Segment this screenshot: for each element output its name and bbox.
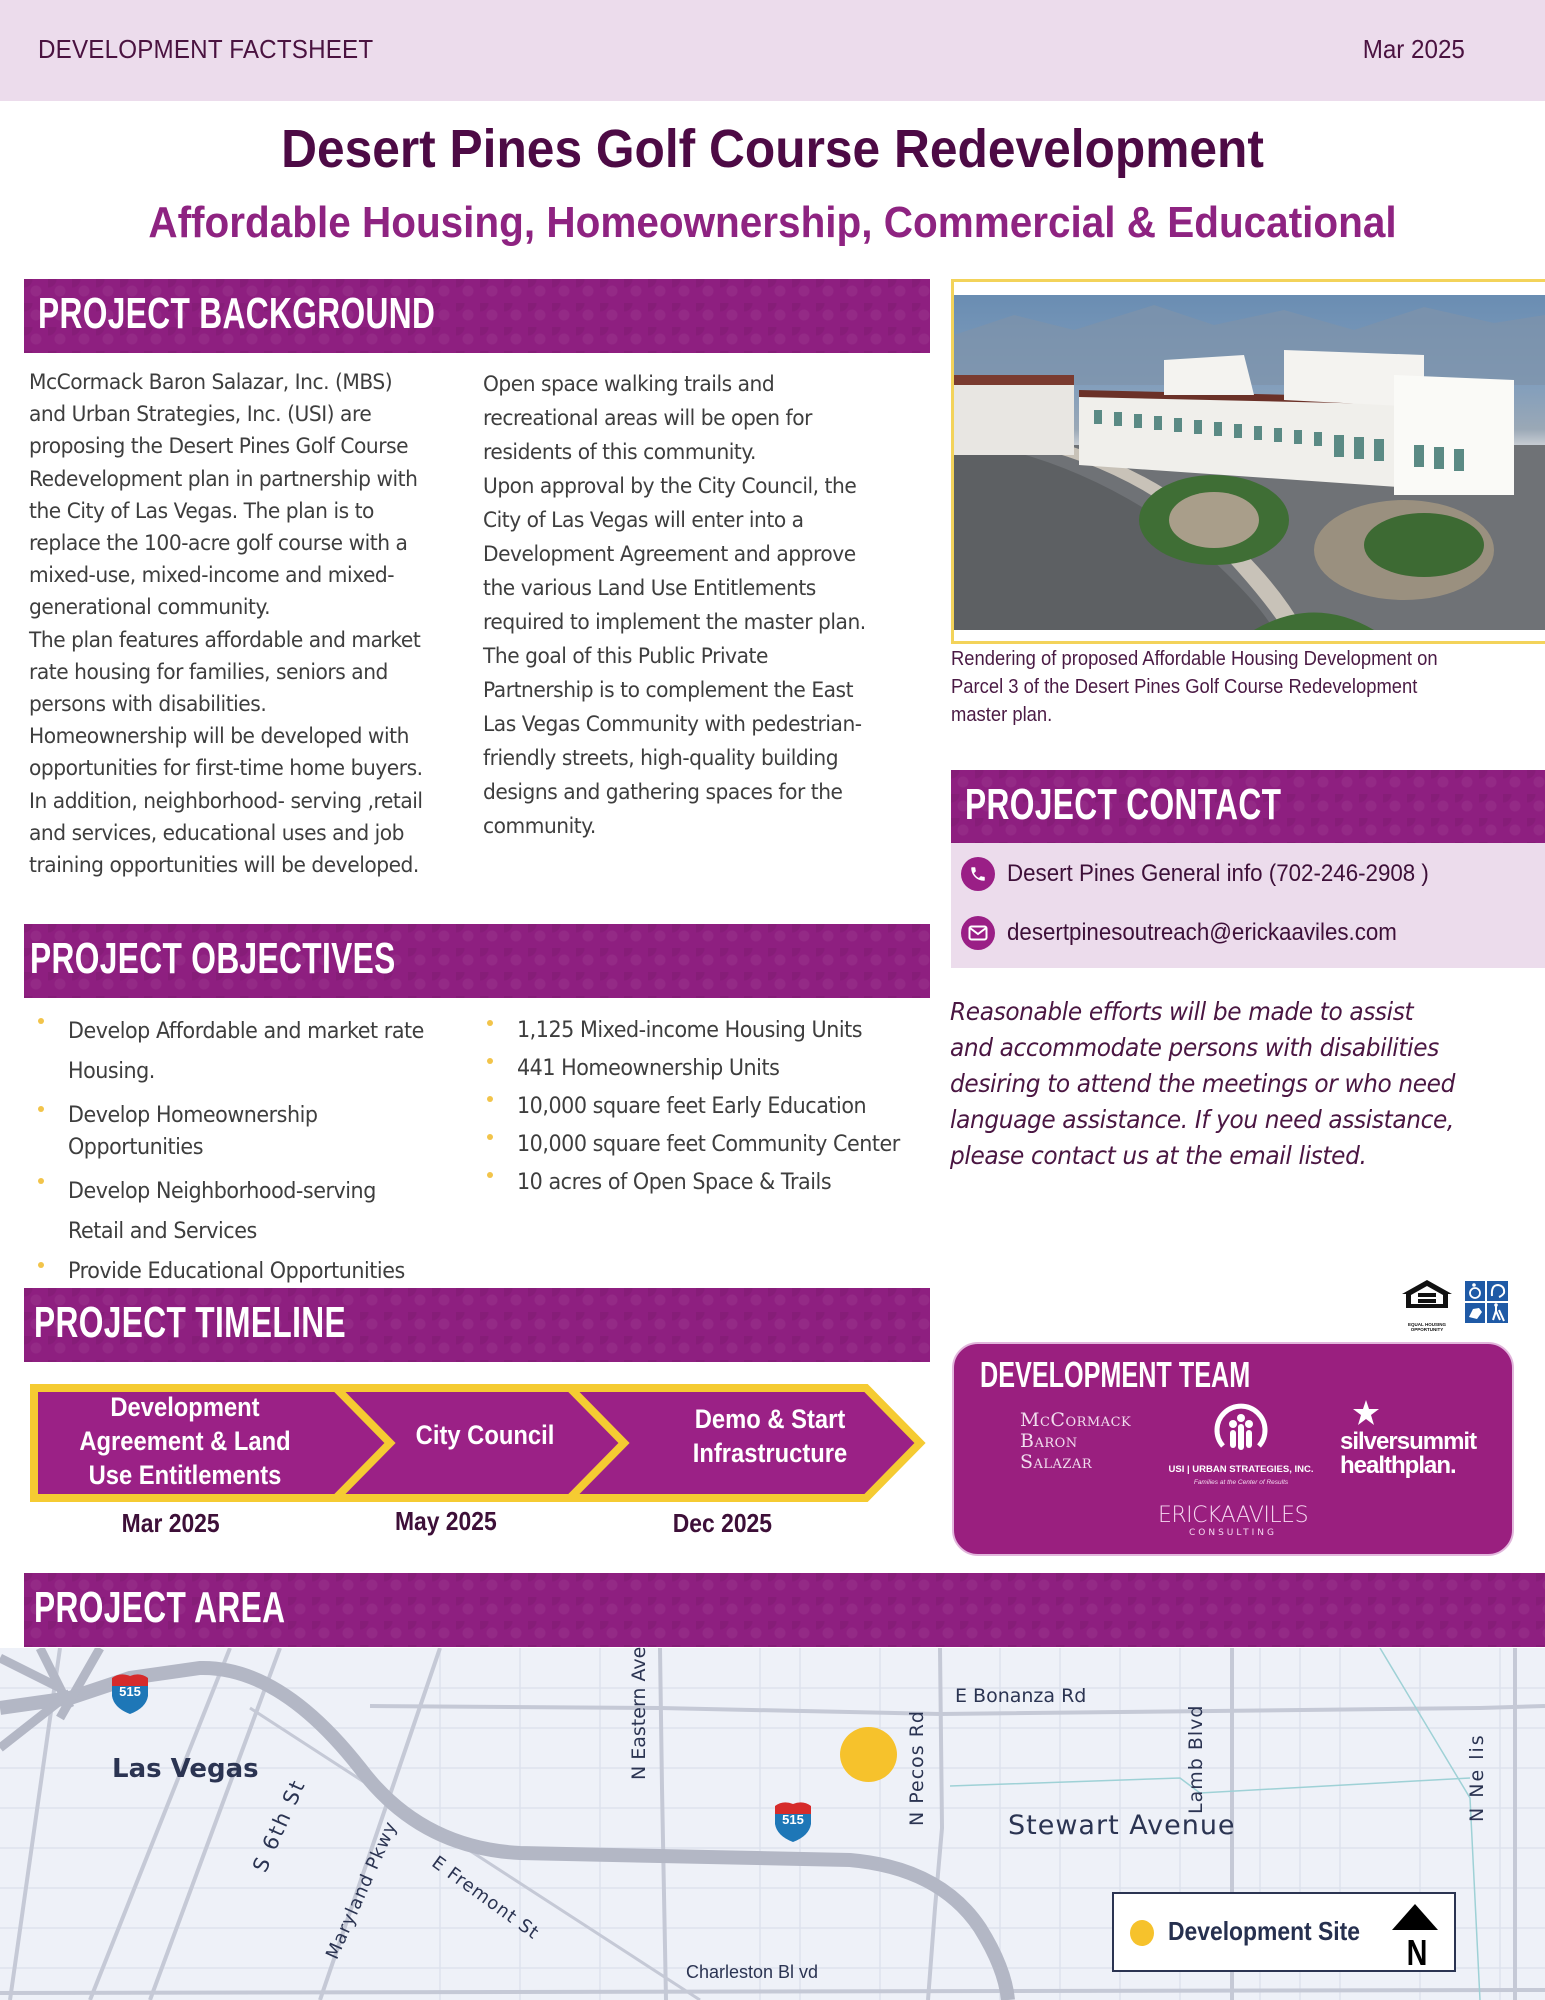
- background-col1-line: mixed-use, mixed-income and mixed-: [29, 563, 395, 589]
- bullet-icon: [38, 1018, 44, 1024]
- contact-email-link[interactable]: desertpinesoutreach@erickaaviles.com: [1007, 919, 1397, 946]
- timeline-step-3-date: Dec 2025: [672, 1508, 772, 1538]
- section-title: PROJECT AREA: [34, 1583, 286, 1632]
- bonanza-road: [370, 1706, 1545, 1714]
- bullet-icon: [38, 1178, 44, 1184]
- contact-email[interactable]: [961, 916, 1426, 950]
- objective-text: Develop Neighborhood-serving: [68, 1179, 376, 1204]
- bullet-icon: [487, 1096, 493, 1102]
- objective-metric-text: 441 Homeownership Units: [517, 1056, 780, 1081]
- contact-phone-text: Desert Pines General info (702-246-2908 ): [1007, 860, 1429, 887]
- envelope-icon: [961, 916, 995, 950]
- accessibility-notice: [950, 994, 1493, 1174]
- mbs-logo: McCormack Baron Salazar: [1020, 1409, 1132, 1473]
- objective-metric-text: 10,000 square feet Community Center: [517, 1132, 900, 1157]
- map-label-charleston: Charleston Bl vd: [686, 1962, 819, 1982]
- notice-line: and accommodate persons with disabilities: [950, 1033, 1439, 1062]
- usi-name: USI | URBAN STRATEGIES, INC.: [1168, 1464, 1314, 1475]
- caption-line: Parcel 3 of the Desert Pines Golf Course Redevelopment: [951, 676, 1418, 698]
- timeline-step-3-label: Demo & Start Infrastructure: [692, 1404, 848, 1468]
- map-label-sixth: S 6th St: [248, 1775, 311, 1876]
- eho-text-1: EQUAL HOUSING: [1408, 1322, 1446, 1327]
- background-col2-line: City of Las Vegas will enter into a: [483, 508, 804, 533]
- notice-line: desiring to attend the meetings or who need: [950, 1069, 1455, 1098]
- objective-metric-text: 10,000 square feet Early Education: [517, 1094, 867, 1119]
- legend-label: Development Site: [1168, 1916, 1360, 1946]
- interstate-shield-icon: [110, 1672, 150, 1714]
- objective-metric-item: [479, 1050, 924, 1088]
- background-col1-line: proposing the Desert Pines Golf Course: [29, 434, 409, 460]
- document-type-label: DEVELOPMENT FACTSHEET: [38, 34, 374, 64]
- ericka-aviles-logo: [1158, 1504, 1308, 1538]
- objective-metric-item: [479, 1126, 924, 1164]
- silversummit-text: silversummit: [1340, 1428, 1477, 1455]
- background-col1-line: and Urban Strategies, Inc. (USI) are: [29, 402, 372, 428]
- map-legend: [1112, 1892, 1456, 1972]
- map-label-bonanza: E Bonanza Rd: [955, 1685, 1087, 1707]
- objective-text: Develop Homeownership: [68, 1103, 318, 1128]
- equal-housing-icon: [1400, 1278, 1454, 1332]
- background-col1-line: rate housing for families, seniors and: [29, 659, 388, 685]
- pecos-road: [928, 1648, 942, 2000]
- bullet-icon: [487, 1020, 493, 1026]
- objective-item: [30, 1100, 447, 1164]
- background-col2-line: recreational areas will be open for: [483, 406, 812, 431]
- north-arrow-icon: [1390, 1902, 1440, 1932]
- contact-phone[interactable]: [961, 857, 1461, 891]
- svg-text:515: 515: [119, 1684, 141, 1699]
- development-site-marker[interactable]: [840, 1727, 897, 1782]
- caption-line: Rendering of proposed Affordable Housing Development on: [951, 648, 1438, 670]
- section-header-background: [24, 279, 930, 353]
- background-text-col1: [29, 367, 448, 882]
- background-col1-line: opportunities for first-time home buyers.: [29, 756, 423, 782]
- background-col1-line: generational community.: [29, 595, 271, 621]
- interstate-shield-icon: [773, 1800, 813, 1842]
- map-label-eastern: N Eastern Ave: [628, 1646, 650, 1780]
- objectives-list-left: [30, 1012, 447, 1288]
- eastern-avenue: [660, 1648, 666, 2000]
- phone-icon: [961, 857, 995, 891]
- caption-line: master plan.: [951, 704, 1053, 726]
- silversummit-logo: [1340, 1400, 1476, 1478]
- section-header-area: [24, 1573, 1545, 1647]
- background-col2-line: Upon approval by the City Council, the: [483, 474, 857, 499]
- background-col2-line: the various Land Use Entitlements: [483, 576, 816, 601]
- charleston-road: [0, 1990, 1545, 1993]
- notice-line: please contact us at the email listed.: [950, 1141, 1367, 1170]
- objective-text: Provide Educational Opportunities: [68, 1259, 405, 1284]
- accessibility-icons: [1465, 1281, 1508, 1323]
- usi-logo: [1166, 1402, 1316, 1486]
- development-team-box: [952, 1342, 1514, 1556]
- objective-item: [30, 1012, 447, 1092]
- background-col1-line: McCormack Baron Salazar, Inc. (MBS): [29, 370, 393, 395]
- svg-text:515: 515: [782, 1812, 804, 1827]
- bullet-icon: [38, 1106, 44, 1112]
- background-col1-line: persons with disabilities.: [29, 692, 267, 718]
- map-label-las-vegas: Las Vegas: [112, 1754, 259, 1784]
- header-bar: [0, 0, 1545, 101]
- map-label-lamb: Lamb Blvd: [1185, 1704, 1207, 1814]
- rendering-image: [954, 295, 1545, 630]
- objective-text: Retail and Services: [68, 1219, 257, 1244]
- bullet-icon: [487, 1172, 493, 1178]
- usi-tagline: Families at the Center of Results: [1193, 1479, 1289, 1486]
- section-header-timeline: [24, 1288, 930, 1362]
- timeline-step-1-label: Development Agreement & Land Use Entitlements: [79, 1392, 291, 1490]
- page-title: Desert Pines Golf Course Redevelopment: [281, 119, 1264, 179]
- timeline-step-1-date: Mar 2025: [121, 1508, 220, 1538]
- consulting-text: CONSULTING: [1188, 1528, 1278, 1538]
- document-date: Mar 2025: [1362, 34, 1465, 64]
- background-col2-line: community.: [483, 814, 596, 839]
- section-title: PROJECT CONTACT: [965, 780, 1282, 829]
- background-col2-line: residents of this community.: [483, 440, 756, 465]
- map-label-pecos: N Pecos Rd: [906, 1710, 928, 1826]
- section-header-contact: [951, 770, 1545, 844]
- objective-metric-text: 1,125 Mixed-income Housing Units: [517, 1018, 863, 1043]
- map-label-stewart: Stewart Avenue: [1008, 1810, 1236, 1841]
- objective-item: [30, 1256, 447, 1288]
- background-col2-line: Development Agreement and approve: [483, 542, 856, 567]
- healthplan-text: healthplan.: [1340, 1452, 1456, 1479]
- ericka-aviles-text: ERICKAAVILES: [1158, 1503, 1309, 1528]
- background-col2-line: Las Vegas Community with pedestrian-: [483, 712, 862, 737]
- notice-line: language assistance. If you need assistance,: [950, 1105, 1454, 1134]
- section-title: PROJECT TIMELINE: [34, 1298, 347, 1347]
- section-header-objectives: [24, 924, 930, 998]
- background-text-col2: [483, 368, 890, 844]
- development-site-legend-dot: [1130, 1920, 1154, 1946]
- eho-text-2: OPPORTUNITY: [1410, 1327, 1444, 1332]
- objective-metric-item: [479, 1088, 924, 1126]
- background-col1-line: In addition, neighborhood- serving ,retail: [29, 788, 423, 814]
- interstate-515: [0, 1668, 1008, 2000]
- section-title: PROJECT OBJECTIVES: [30, 934, 396, 983]
- background-col2-line: friendly streets, high-quality building: [483, 746, 839, 771]
- objective-metric-text: 10 acres of Open Space & Trails: [517, 1170, 832, 1195]
- objectives-list-right: [479, 1012, 924, 1202]
- notice-line: Reasonable efforts will be made to assist: [950, 997, 1414, 1026]
- bullet-icon: [487, 1058, 493, 1064]
- north-label: N: [1406, 1932, 1428, 1973]
- map-label-maryland: Maryland Pkwy: [322, 1818, 402, 1963]
- background-col1-line: Redevelopment plan in partnership with: [29, 466, 418, 492]
- background-col2-line: designs and gathering spaces for the: [483, 780, 843, 805]
- team-title: DEVELOPMENT TEAM: [980, 1354, 1251, 1395]
- background-col1-line: Homeownership will be developed with: [29, 724, 409, 750]
- background-col2-line: The goal of this Public Private: [483, 644, 768, 669]
- usi-emblem-icon: [1213, 1402, 1269, 1458]
- sixth-street: [150, 1648, 280, 2000]
- section-title: PROJECT BACKGROUND: [38, 289, 436, 338]
- background-col1-line: training opportunities will be developed.: [29, 853, 419, 879]
- objective-text: Opportunities: [68, 1135, 204, 1160]
- star-icon: [1352, 1400, 1380, 1426]
- background-col2-line: Partnership is to complement the East: [483, 678, 854, 703]
- background-col1-line: The plan features affordable and market: [29, 627, 421, 653]
- background-col2-line: required to implement the master plan.: [483, 610, 866, 635]
- background-col1-line: replace the 100-acre golf course with a: [29, 531, 408, 557]
- objective-text: Develop Affordable and market rate: [68, 1019, 424, 1044]
- objective-item: [30, 1172, 447, 1252]
- timeline-step-2-label: City Council: [415, 1420, 555, 1450]
- objective-metric-item: [479, 1012, 924, 1050]
- objective-text: Housing.: [68, 1059, 155, 1084]
- map-label-fremont: E Fremont St: [427, 1852, 544, 1944]
- objective-metric-item: [479, 1164, 924, 1202]
- map-label-nellis: N Ne lis: [1466, 1733, 1488, 1822]
- background-col1-line: the City of Las Vegas. The plan is to: [29, 498, 374, 524]
- background-col2-line: Open space walking trails and: [483, 372, 775, 397]
- page-subtitle: Affordable Housing, Homeownership, Commercial & Educational: [148, 198, 1397, 247]
- bullet-icon: [38, 1262, 44, 1268]
- contact-box: [951, 843, 1545, 968]
- bullet-icon: [487, 1134, 493, 1140]
- rendering-caption: [951, 645, 1480, 729]
- background-col1-line: and services, educational uses and job: [29, 820, 405, 846]
- timeline-step-2-date: May 2025: [394, 1506, 497, 1536]
